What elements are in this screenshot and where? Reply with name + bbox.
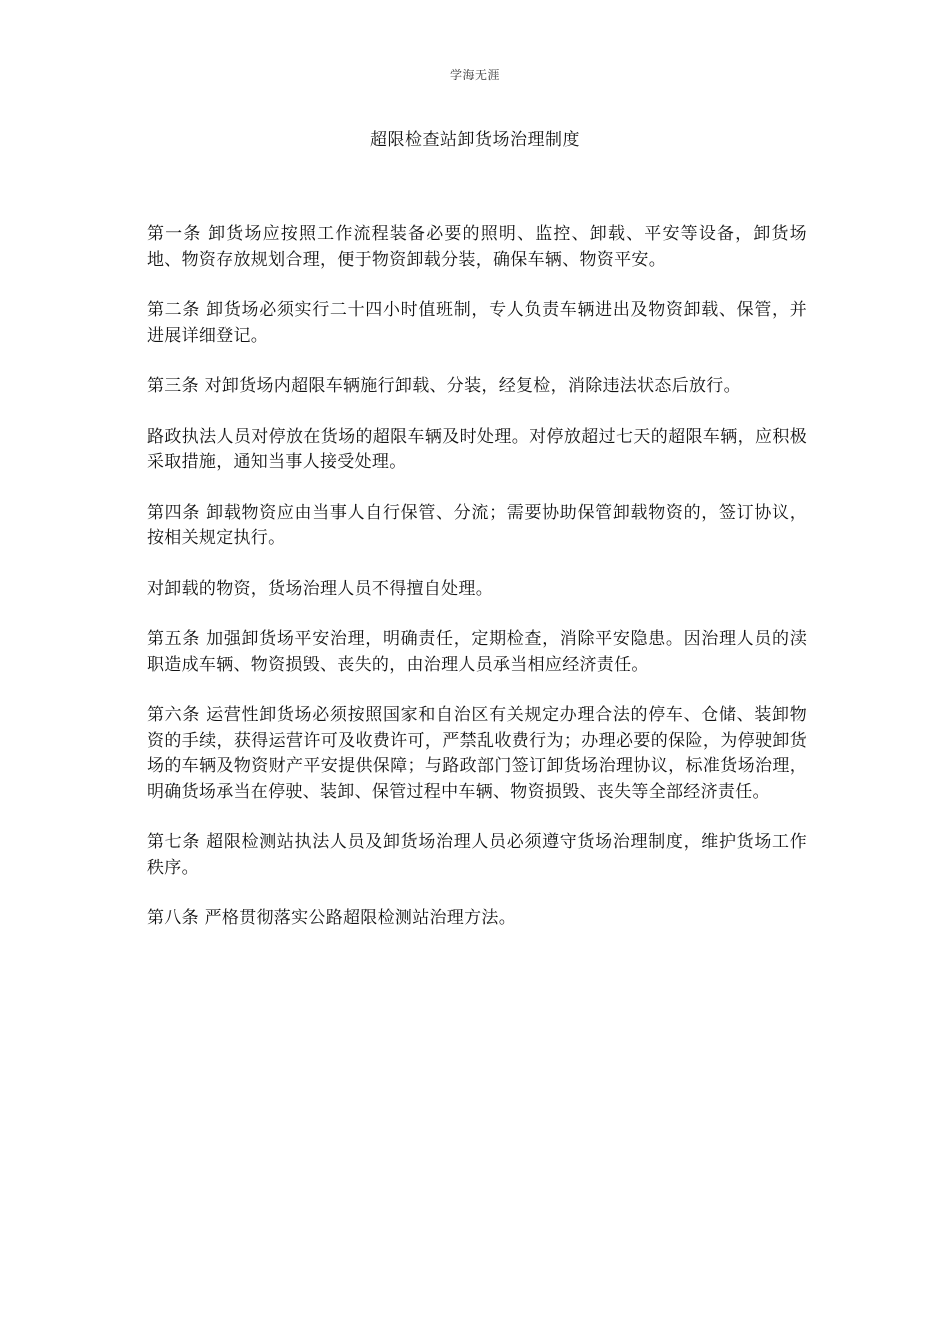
paragraph-article-2: 第二条 卸货场必须实行二十四小时值班制，专人负责车辆进出及物资卸载、保管，并进展详细登记。 [147, 300, 807, 346]
header-note: 学海无涯 [449, 68, 500, 82]
paragraph-article-4-supplement: 对卸载的物资，货场治理人员不得擅自处理。 [147, 578, 493, 599]
paragraph-article-3: 第三条 对卸货场内超限车辆施行卸载、分装，经复检，消除违法状态后放行。 [147, 376, 741, 396]
document-body [147, 222, 807, 957]
paragraph-article-5: 第五条 加强卸货场平安治理，明确责任，定期检查，消除平安隐患。因治理人员的渎职造成车辆、物资损毁、丧失的，由治理人员承当相应经济责任。 [147, 629, 807, 675]
paragraph-article-8: 第八条 严格贯彻落实公路超限检测站治理方法。 [147, 908, 517, 928]
paragraph-article-3-supplement: 路政执法人员对停放在货场的超限车辆及时处理。对停放超过七天的超限车辆，应积极采取措施，通知当事人接受处理。 [147, 426, 807, 472]
paragraph-article-1: 第一条 卸货场应按照工作流程装备必要的照明、监控、卸载、平安等设备，卸货场地、物资存放规划合理，便于物资卸载分装，确保车辆、物资平安。 [147, 224, 807, 270]
document-title: 超限检查站卸货场治理制度 [370, 130, 580, 150]
paragraph-article-4: 第四条 卸载物资应由当事人自行保管、分流；需要协助保管卸载物资的，签订协议，按相关规定执行。 [147, 502, 807, 548]
paragraph-article-6: 第六条 运营性卸货场必须按照国家和自治区有关规定办理合法的停车、仓储、装卸物资的手续，获得运营许可及收费许可，严禁乱收费行为；办理必要的保险，为停驶卸货场的车辆及物资财产平安提供保障；与路政部门签订卸货场治理协议，标准货场治理，明确货场承当在停驶、装卸、保管过程中车辆、物资损毁、丧失等全部经济责任。 [147, 705, 807, 802]
paragraph-article-7: 第七条 超限检测站执法人员及卸货场治理人员必须遵守货场治理制度，维护货场工作秩序。 [147, 832, 807, 878]
